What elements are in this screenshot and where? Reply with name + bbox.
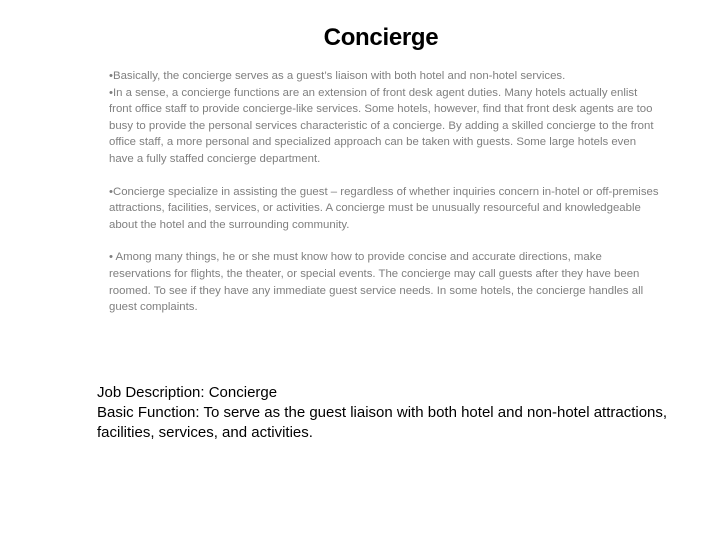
job-title: Job Description: Concierge [97,384,278,401]
basic-function: Basic Function: To serve as the guest liaison with both hotel and non-hotel attractions, facilities, services, and activities. [97,404,668,441]
slide-title: Concierge [323,24,439,51]
bullet-item: • Among many things, he or she must know how to provide concise and accurate directions, make reservations for flights, the theater, or special events. The concierge may call guests after they have been roomed. To see if they have any immediate guest service needs. In some hotels, the concierge handles all guest complaints. [109,251,644,314]
bullet-item: •Basically, the concierge serves as a guest’s liaison with both hotel and non-hotel services. [109,70,566,82]
bullet-item: •Concierge specialize in assisting the guest – regardless of whether inquiries concern in-hotel or off-premises attractions, facilities, services, or activities. A concierge must be unusually resourceful and knowledgeable about the hotel and the surrounding community. [109,185,659,231]
bullet-list [109,68,661,316]
job-description [97,383,687,443]
bullet-item: •In a sense, a concierge functions are an extension of front desk agent duties. Many hotels actually enlist front office staff to provide concierge-like services. Some hotels, however, find that front desk agents are too busy to provide the personal services characteristic of a concierge. By adding a skilled concierge to the front office staff, a more personal and specialized approach can be taken with guests. Some large hotels even have a fully staffed concierge department. [109,86,654,165]
